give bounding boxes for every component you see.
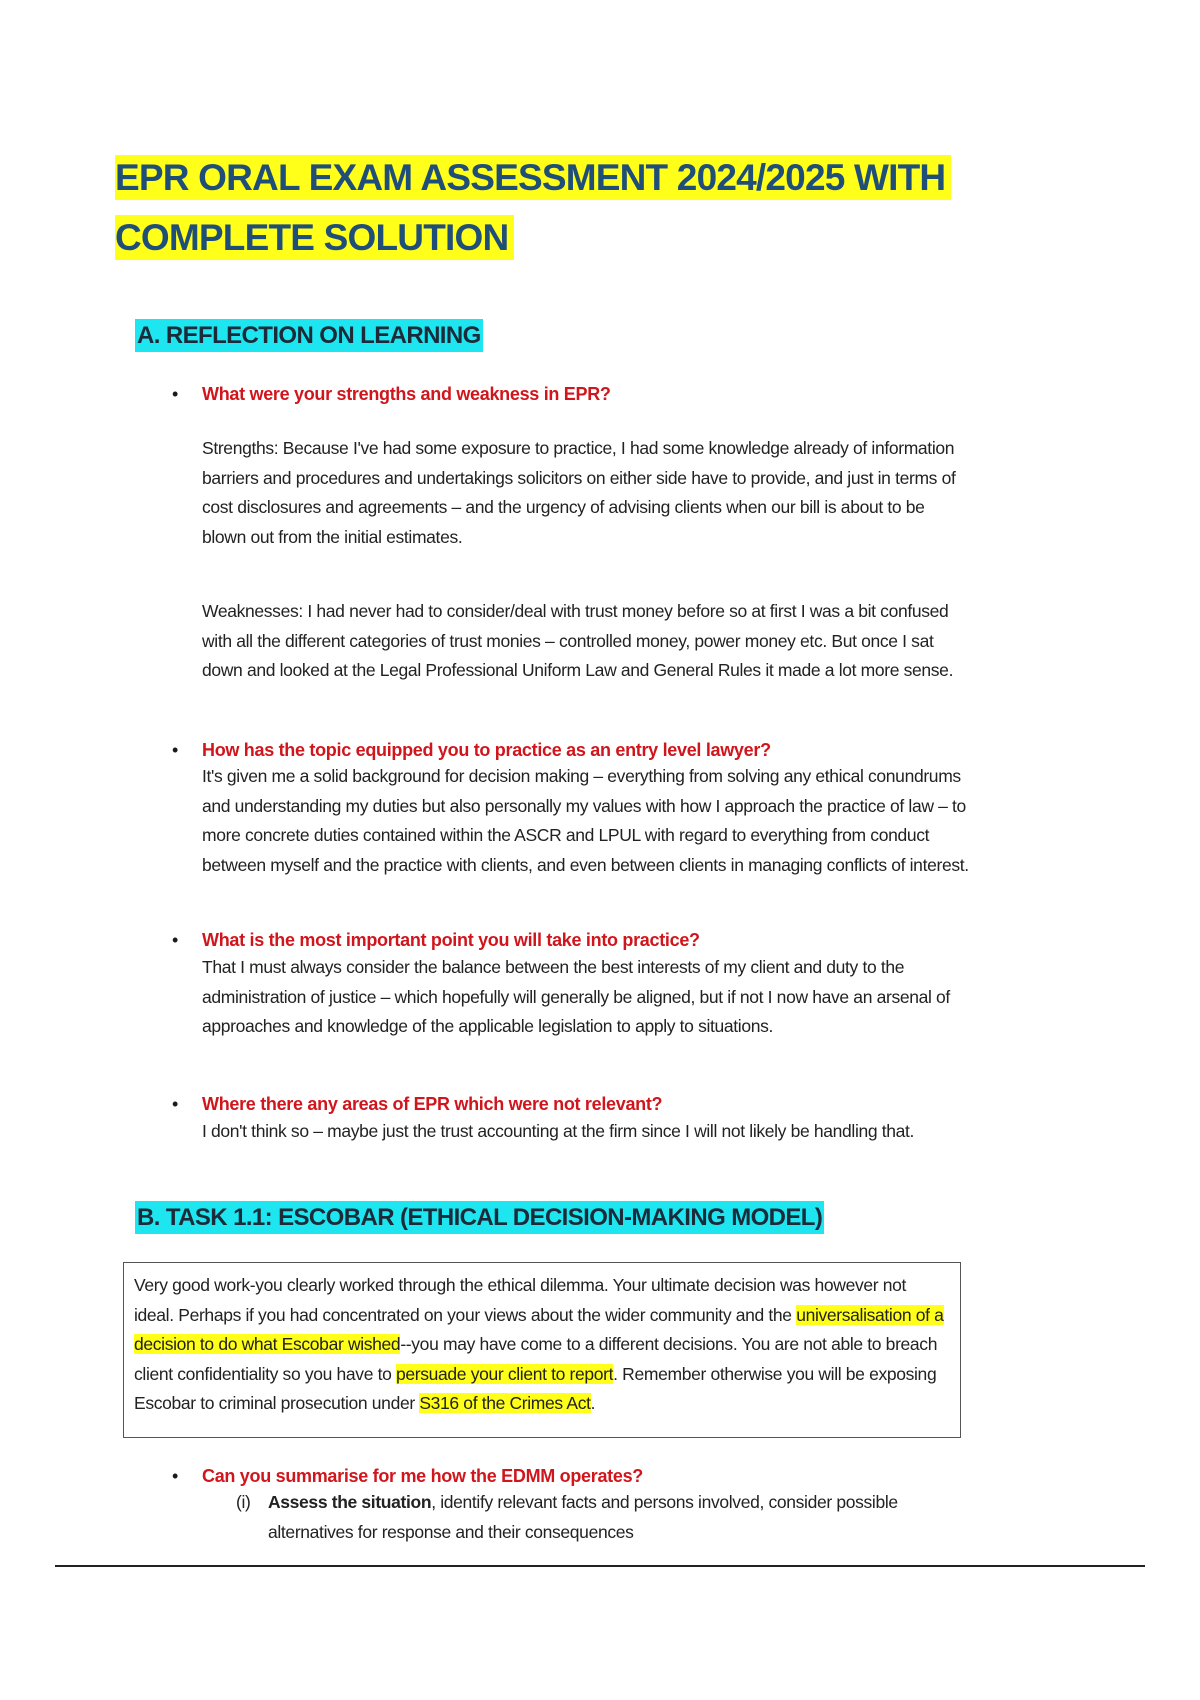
feedback-highlight: S316 of the Crimes Act [419, 1393, 591, 1413]
page-bottom-rule [55, 1565, 1145, 1567]
question-edmm: Can you summarise for me how the EDMM operates? [202, 1466, 643, 1486]
bullet-icon: • [172, 930, 179, 950]
answer-1-weaknesses: Weaknesses: I had never had to consider/deal with trust money before so at first I was a bit confused with all the different categories of trust monies – controlled money, power money etc. But once I sat down and looked at the Legal Professional Uniform Law and General Rules it made a lot more sense. [202, 601, 954, 680]
step-1-bold: Assess the situation [268, 1492, 432, 1512]
answer-4: I don't think so – maybe just the trust accounting at the firm since I will not likely be handling that. [202, 1121, 915, 1141]
bullet-icon: • [172, 384, 179, 404]
feedback-text: Very good work-you clearly worked through the ethical dilemma. Your ultimate decision was however not ideal. Perhaps if you had concentrated on your views about the wider community and the [134, 1275, 907, 1325]
question-1: What were your strengths and weakness in EPR? [202, 384, 611, 404]
feedback-highlight: universalisation of a decision to do what Escobar wished [134, 1304, 944, 1354]
bullet-icon: • [172, 740, 179, 760]
page-title [115, 148, 951, 268]
question-4: Where there any areas of EPR which were not relevant? [202, 1094, 663, 1114]
answer-3: That I must always consider the balance between the best interests of my client and duty to the administration of justice – which hopefully will generally be aligned, but if not I now have an arsenal of approaches and knowledge of the applicable legislation to apply to situations. [202, 957, 950, 1036]
question-3: What is the most important point you will take into practice? [202, 930, 700, 950]
title-line-2: COMPLETE SOLUTION [115, 215, 514, 260]
answer-1-strengths: Strengths: Because I've had some exposure to practice, I had some knowledge already of information barriers and procedures and undertakings solicitors on either side have to provide, and just in terms of cost disclosures and agreements – and the urgency of advising clients when our bill is about to be blown out from the initial estimates. [202, 438, 956, 547]
answer-2: It's given me a solid background for decision making – everything from solving any ethical conundrums and understanding my duties but also personally my values with how I approach the practice of law – to more concrete duties contained within the ASCR and LPUL with regard to everything from conduct between myself and the practice with clients, and even between clients in managing conflicts of interest. [202, 766, 969, 875]
section-b-heading [135, 1204, 824, 1232]
title-line-1: EPR ORAL EXAM ASSESSMENT 2024/2025 WITH [115, 155, 951, 200]
section-a-heading [135, 322, 483, 350]
bullet-icon: • [172, 1094, 179, 1114]
feedback-highlight: persuade your client to report [396, 1363, 614, 1384]
feedback-text: --you may have come to a different decisions. You are not able to breach client confidentiality so you have to [134, 1334, 938, 1384]
step-1-text: , identify relevant facts and persons involved, consider possible alternatives for response and their consequences [268, 1492, 898, 1542]
section-b-heading-text: B. TASK 1.1: ESCOBAR (ETHICAL DECISION-MAKING MODEL) [135, 1201, 824, 1234]
section-a-heading-text: A. REFLECTION ON LEARNING [135, 319, 483, 352]
feedback-text: . [590, 1393, 596, 1413]
feedback-box [123, 1262, 961, 1438]
question-2: How has the topic equipped you to practice as an entry level lawyer? [202, 740, 771, 760]
feedback-text: . Remember otherwise you will be exposing Escobar to criminal prosecution under [134, 1363, 937, 1413]
step-1 [268, 1488, 968, 1547]
bullet-icon: • [172, 1466, 179, 1486]
step-number: (i) [236, 1492, 251, 1512]
